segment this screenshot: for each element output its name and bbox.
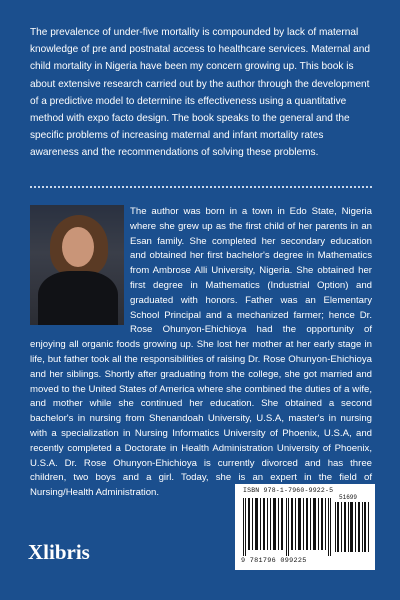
barcode-bars — [243, 498, 331, 556]
dotted-divider — [30, 186, 372, 188]
author-bio-text: The author was born in a town in Edo State, Nigeria where she grew up as the first child of her parents in an Esan family. She completed her secondary education and obtained her first bachelor's degree in Mathematics from Ambrose Alli University, Nigeria. She obtained her first degree in Mathematics (Industrial Option) and graduated with honors. Father was an Elementary School Principal and a mechanized farmer; hence Dr. Rose Ohunyon-Ehichioya had the opportunity of enjoying all organic foods growing up. She lost her mother at her early stage in life, but father took all the responsibilities of raising Dr. Rose Ohunyon-Ehichioya and her siblings. Shortly after graduating from the college, she got married and moved to the United States of America where she combined the duties of a wife, and mother while she continued her education. She obtained a second bachelor's in nursing from Shenandoah University, U.S.A, master's in nursing with a specialization in Nursing Informatics University of Phoenix, U.S.A, and recently completed a Doctorate in Health Administration University of Phoenix, U.S.A. Dr. Rose Ohunyon-Ehichioya is currently divorced and has three children, two boys and a girl. Today, she is an expert in the field of Nursing/Health Administration. — [30, 206, 372, 499]
barcode-addon-number: 51699 — [339, 494, 358, 501]
back-cover-blurb: The prevalence of under-five mortality is compounded by lack of maternal knowledge of pre and postnatal access to healthcare services. Maternal and child mortality in Nigeria have been my concern growing up. This book is about extensive research carried out by the author through the development of a predictive model to determine its effectiveness using a quantitative method with expo facto design. The book speaks to the general and the specific problems of increasing maternal and infant mortality rates awareness and the recommendations of solving these problems. — [30, 27, 371, 159]
barcode-digits: 9 781796 099225 — [241, 557, 307, 565]
author-bio-block — [30, 205, 372, 501]
publisher-logo: Xlibris — [28, 540, 90, 564]
isbn-label: ISBN 978-1-7960-9922-5 — [243, 487, 334, 494]
barcode-addon-bars — [335, 502, 369, 552]
isbn-barcode — [235, 484, 375, 570]
